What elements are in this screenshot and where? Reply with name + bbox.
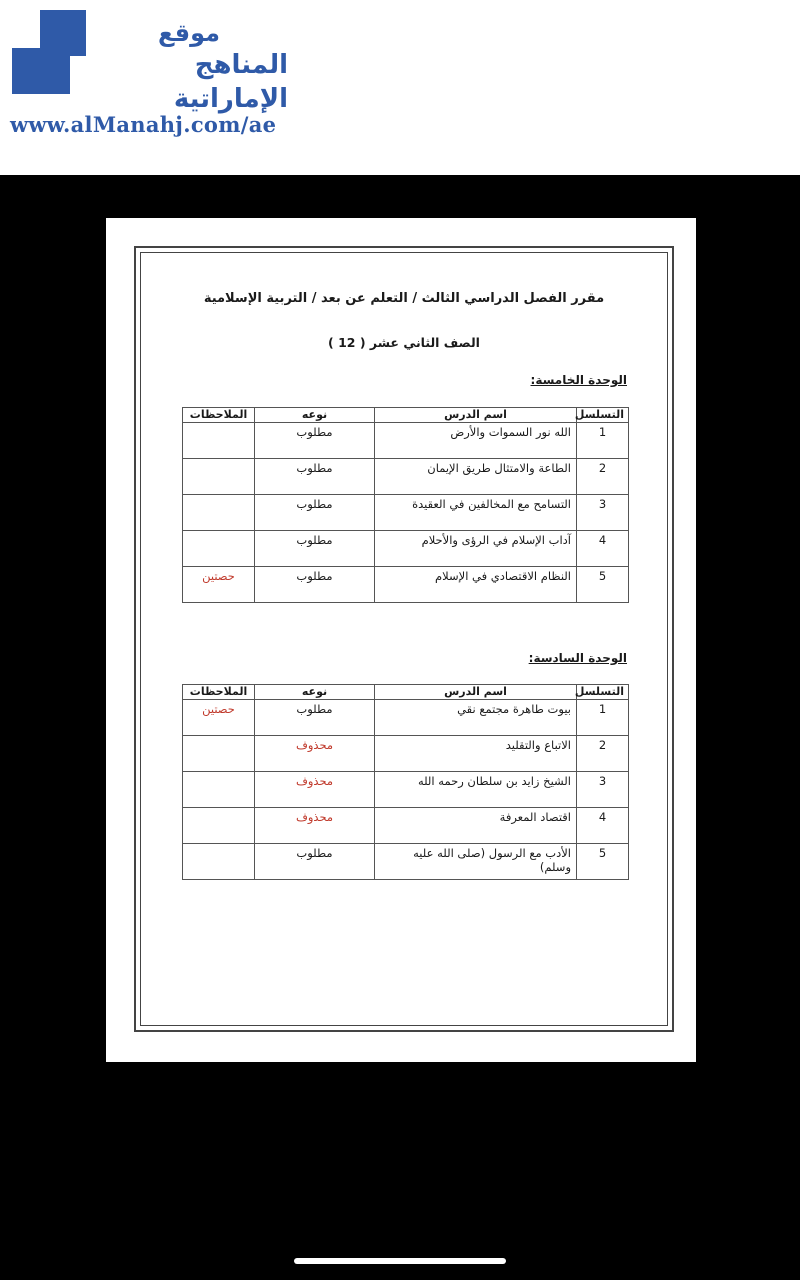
- home-indicator[interactable]: [294, 1258, 506, 1264]
- header-notes: الملاحظات: [183, 408, 255, 423]
- notes-cell: [183, 772, 255, 808]
- notes-cell: [183, 531, 255, 567]
- notes-cell: [183, 495, 255, 531]
- table-row: [183, 808, 629, 844]
- lesson-name-cell: الطاعة والامتثال طريق الإيمان: [375, 459, 577, 495]
- lesson-type-cell: مطلوب: [255, 567, 375, 603]
- document-subtitle: الصف الثاني عشر ( 12 ): [328, 335, 480, 350]
- seq-cell: 2: [577, 736, 629, 772]
- lesson-name-cell: التسامح مع المخالفين في العقيدة: [375, 495, 577, 531]
- seq-cell: 4: [577, 808, 629, 844]
- site-url[interactable]: www.alManahj.com/ae: [10, 112, 277, 137]
- lesson-type-cell: مطلوب: [255, 700, 375, 736]
- lesson-type-cell: مطلوب: [255, 844, 375, 880]
- notes-cell: [183, 808, 255, 844]
- seq-cell: 2: [577, 459, 629, 495]
- table-row: [183, 844, 629, 880]
- seq-cell: 1: [577, 700, 629, 736]
- logo-line-2: المناهج الإماراتية: [173, 50, 288, 114]
- table-row: [183, 531, 629, 567]
- notes-cell: [183, 844, 255, 880]
- site-logo-icon: [12, 10, 86, 94]
- seq-cell: 1: [577, 423, 629, 459]
- header-seq: التسلسل: [577, 685, 629, 700]
- lesson-type-cell: مطلوب: [255, 531, 375, 567]
- table-header-row: [183, 685, 629, 700]
- table-row: [183, 459, 629, 495]
- header-type: نوعه: [255, 685, 375, 700]
- notes-cell: [183, 736, 255, 772]
- lesson-name-cell: آداب الإسلام في الرؤى والأحلام: [375, 531, 577, 567]
- lesson-name-cell: الاتباع والتقليد: [375, 736, 577, 772]
- table-row: [183, 495, 629, 531]
- seq-cell: 5: [577, 567, 629, 603]
- logo-line-1: موقع: [157, 19, 220, 47]
- notes-cell: حصتين: [183, 700, 255, 736]
- unit-6-table: [182, 684, 629, 880]
- table-header-row: [183, 408, 629, 423]
- header-name: اسم الدرس: [375, 408, 577, 423]
- seq-cell: 3: [577, 772, 629, 808]
- site-logo-text: [88, 18, 288, 116]
- lesson-name-cell: الشيخ زايد بن سلطان رحمه الله: [375, 772, 577, 808]
- notes-cell: [183, 459, 255, 495]
- table-row: [183, 567, 629, 603]
- lesson-type-cell: محذوف: [255, 736, 375, 772]
- seq-cell: 4: [577, 531, 629, 567]
- header-type: نوعه: [255, 408, 375, 423]
- lesson-type-cell: محذوف: [255, 808, 375, 844]
- lesson-type-cell: مطلوب: [255, 423, 375, 459]
- header-seq: التسلسل: [577, 408, 629, 423]
- document-title: مقرر الفصل الدراسي الثالث / التعلم عن بعد / التربية الإسلامية: [203, 291, 605, 306]
- header-notes: الملاحظات: [183, 685, 255, 700]
- lesson-name-cell: بيوت طاهرة مجتمع نقي: [375, 700, 577, 736]
- lesson-name-cell: اقتصاد المعرفة: [375, 808, 577, 844]
- lesson-type-cell: مطلوب: [255, 495, 375, 531]
- document-photo: [106, 218, 696, 1062]
- header-name: اسم الدرس: [375, 685, 577, 700]
- table-row: [183, 772, 629, 808]
- unit-6-heading: الوحدة السادسة:: [528, 651, 627, 665]
- unit-5-table: [182, 407, 629, 603]
- lesson-type-cell: محذوف: [255, 772, 375, 808]
- page-border: [134, 246, 674, 1032]
- lesson-name-cell: النظام الاقتصادي في الإسلام: [375, 567, 577, 603]
- document-content: [141, 253, 667, 1025]
- table-row: [183, 700, 629, 736]
- notes-cell: حصتين: [183, 567, 255, 603]
- table-row: [183, 736, 629, 772]
- lesson-name-cell: الأدب مع الرسول (صلى الله عليه وسلم): [375, 844, 577, 880]
- site-header: [0, 0, 800, 175]
- seq-cell: 3: [577, 495, 629, 531]
- lesson-name-cell: الله نور السموات والأرض: [375, 423, 577, 459]
- notes-cell: [183, 423, 255, 459]
- table-row: [183, 423, 629, 459]
- unit-5-heading: الوحدة الخامسة:: [530, 373, 627, 387]
- lesson-type-cell: مطلوب: [255, 459, 375, 495]
- seq-cell: 5: [577, 844, 629, 880]
